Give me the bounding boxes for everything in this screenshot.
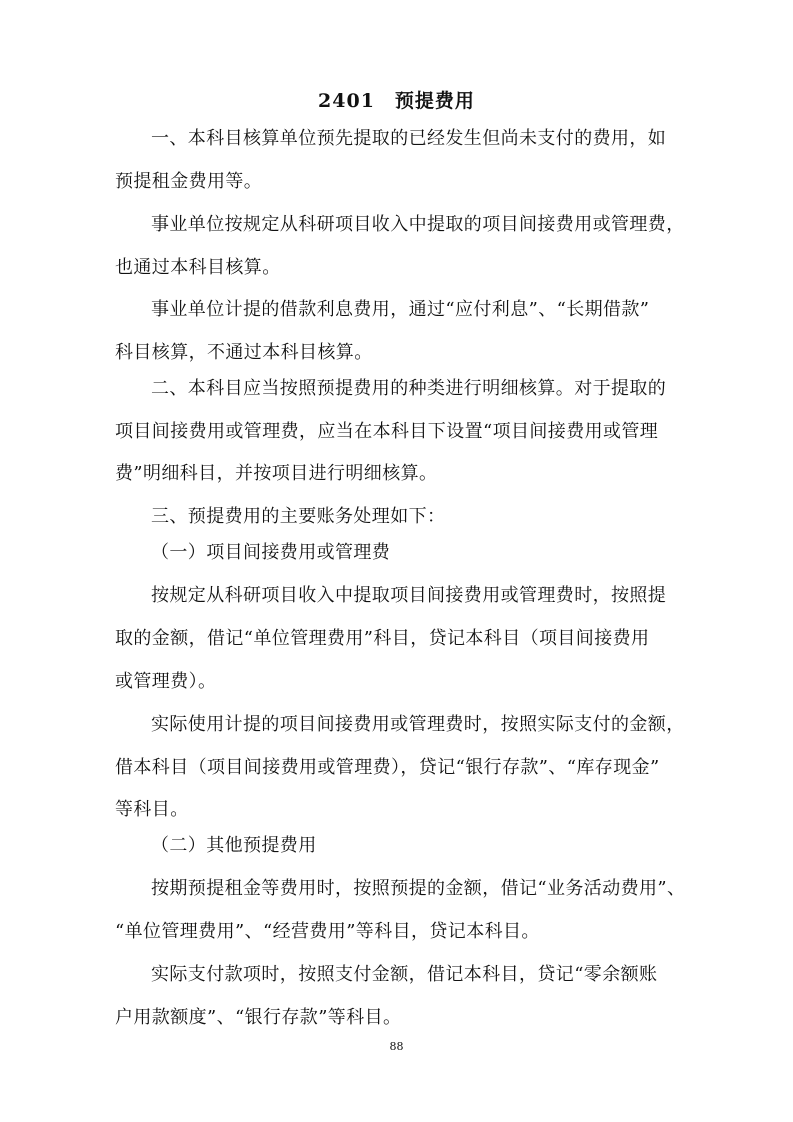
text-line: 二、本科目应当按照预提费用的种类进行明细核算。对于提取的 bbox=[151, 378, 667, 399]
subsection-heading: （二）其他预提费用 bbox=[151, 835, 317, 856]
page-number: 88 bbox=[389, 1040, 404, 1053]
text-line: 三、预提费用的主要账务处理如下： bbox=[151, 506, 446, 527]
text-line: 事业单位计提的借款利息费用，通过“应付利息”、“长期借款” bbox=[151, 299, 650, 320]
text-line: “单位管理费用”、“经营费用”等科目，贷记本科目。 bbox=[115, 921, 540, 942]
text-line: 实际支付款项时，按照支付金额，借记本科目，贷记“零余额账 bbox=[151, 964, 658, 985]
text-line: 一、本科目核算单位预先提取的已经发生但尚未支付的费用，如 bbox=[151, 128, 667, 149]
text-line: 或管理费）。 bbox=[115, 671, 217, 692]
text-line: 事业单位按规定从科研项目收入中提取的项目间接费用或管理费， bbox=[151, 214, 685, 235]
text-line: 借本科目（项目间接费用或管理费），贷记“银行存款”、“库存现金” bbox=[115, 757, 660, 778]
section-title: 2401 预提费用 bbox=[318, 90, 475, 112]
text-line: 按期预提租金等费用时，按照预提的金额，借记“业务活动费用”、 bbox=[151, 878, 686, 899]
text-line: 实际使用计提的项目间接费用或管理费时，按照实际支付的金额， bbox=[151, 714, 685, 735]
text-line: 项目间接费用或管理费，应当在本科目下设置“项目间接费用或管理 bbox=[115, 421, 659, 442]
text-line: 科目核算，不通过本科目核算。 bbox=[115, 342, 373, 363]
text-line: 户用款额度”、“银行存款”等科目。 bbox=[115, 1007, 402, 1028]
subsection-heading: （一）项目间接费用或管理费 bbox=[151, 542, 391, 563]
text-line: 费”明细科目，并按项目进行明细核算。 bbox=[115, 463, 438, 484]
text-line: 按规定从科研项目收入中提取项目间接费用或管理费时，按照提 bbox=[151, 585, 667, 606]
text-line: 取的金额，借记“单位管理费用”科目，贷记本科目（项目间接费用 bbox=[115, 628, 650, 649]
text-line: 预提租金费用等。 bbox=[115, 171, 263, 192]
text-line: 也通过本科目核算。 bbox=[115, 257, 281, 278]
text-line: 等科目。 bbox=[115, 799, 189, 820]
